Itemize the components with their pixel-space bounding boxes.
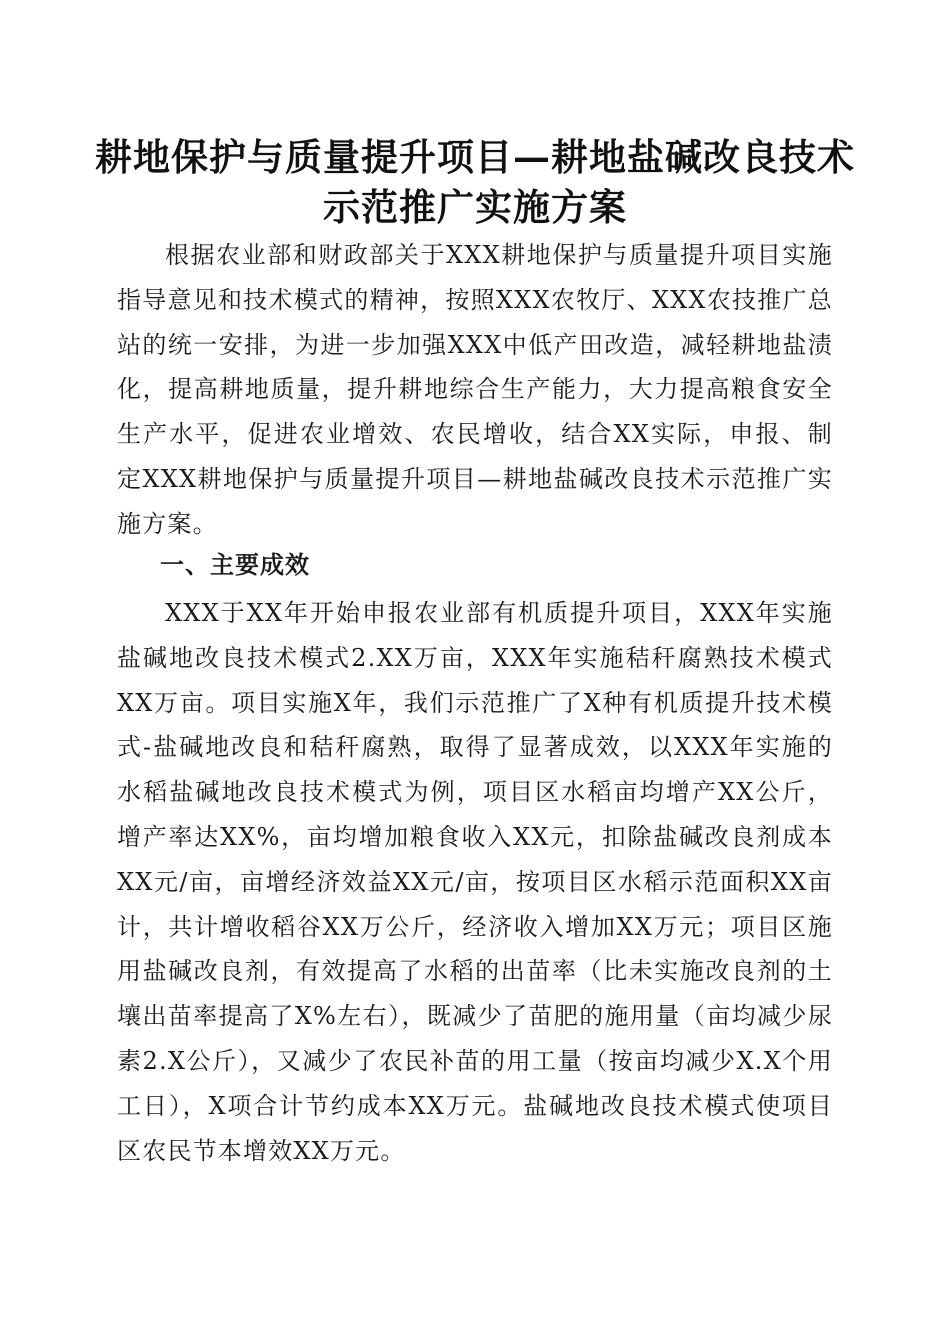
document-title-line-2: 示范推广实施方案 bbox=[323, 185, 627, 229]
main-results-paragraph: XXX于XX年开始申报农业部有机质提升项目，XXX年实施盐碱地改良技术模式2.XX万亩，XXX年实施秸秆腐熟技术模式XX万亩。项目实施X年，我们示范推广了X种有机质提升技术模式-盐碱地改良和秸秆腐熟，取得了显著成效，以XXX年实施的水稻盐碱地改良技术模式为例，项目区水稻亩均增产XX公斤，增产率达XX%，亩均增加粮食收入XX元，扣除盐碱改良剂成本XX元/亩，亩增经济效益XX元/亩，按项目区水稻示范面积XX亩计，共计增收稻谷XX万公斤，经济收入增加XX万元；项目区施用盐碱改良剂，有效提高了水稻的出苗率（比未实施改良剂的土壤出苗率提高了X%左右），既减少了苗肥的施用量（亩均减少尿素2.X公斤），又减少了农民补苗的用工量（按亩均减少X.X个用工日），X项合计节约成本XX万元。盐碱地改良技术模式使项目区农民节本增效XX万元。 bbox=[117, 599, 833, 1165]
section-heading-main-results: 一、主要成效 bbox=[160, 551, 310, 579]
document-title-line-1: 耕地保护与质量提升项目—耕地盐碱改良技术 bbox=[95, 135, 855, 179]
intro-paragraph: 根据农业部和财政部关于XXX耕地保护与质量提升项目实施指导意见和技术模式的精神，按照XXX农牧厅、XXX农技推广总站的统一安排，为进一步加强XXX中低产田改造，减轻耕地盐渍化，提高耕地质量，提升耕地综合生产能力，大力提高粮食安全生产水平，促进农业增效、农民增收，结合XX实际，申报、制定XXX耕地保护与质量提升项目—耕地盐碱改良技术示范推广实施方案。 bbox=[117, 241, 833, 538]
